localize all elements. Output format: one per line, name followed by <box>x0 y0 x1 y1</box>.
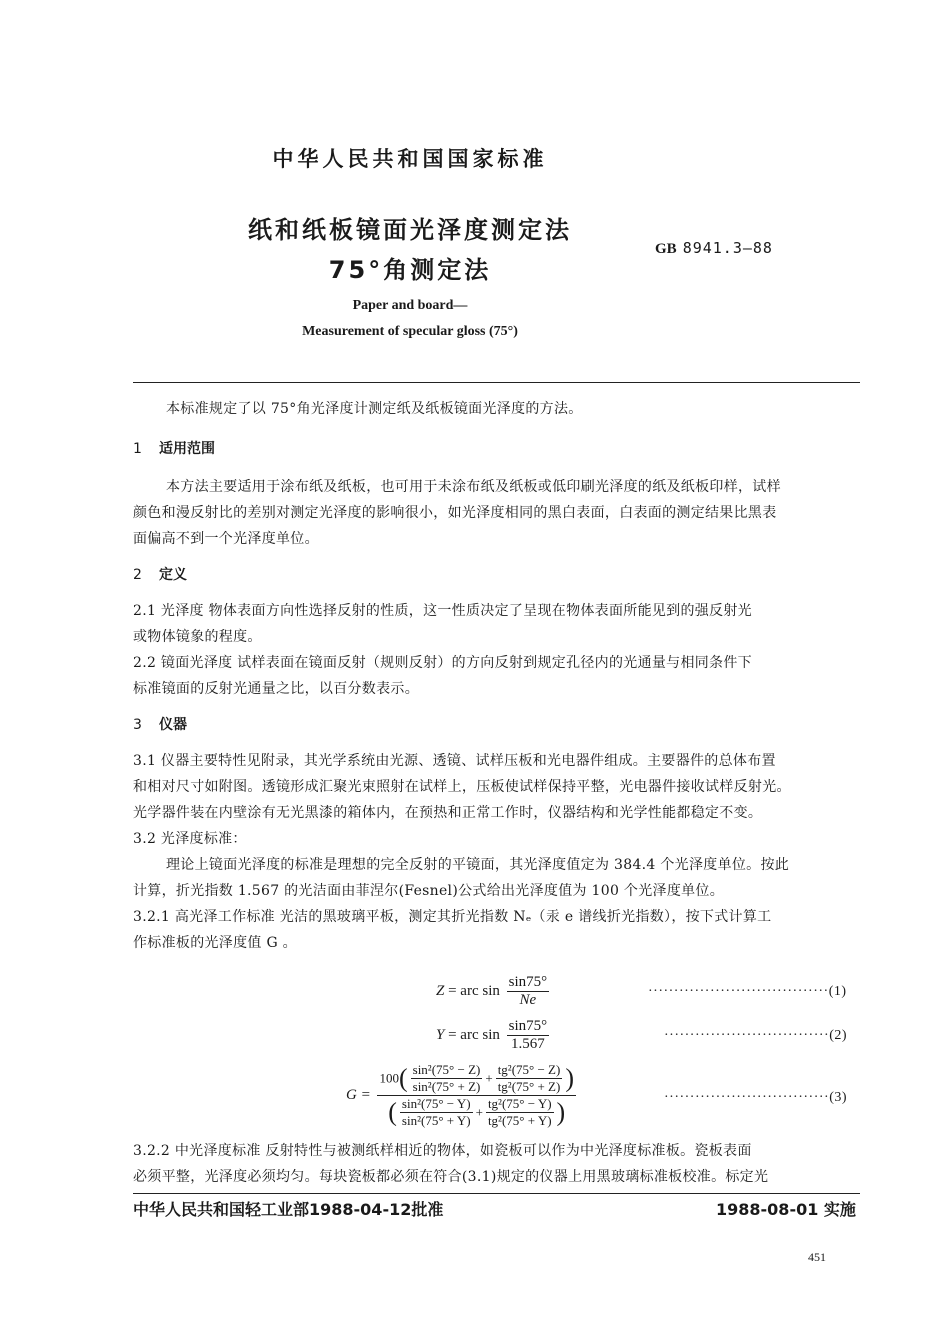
title-english-line1: Paper and board— <box>352 298 468 313</box>
header-divider <box>133 382 860 383</box>
formula-2-denominator: 1.567 <box>507 1035 550 1053</box>
section-1-number: 1 <box>133 441 142 457</box>
formula-3-term3-num: sin²(75° − Y) <box>401 1096 471 1111</box>
title-chinese-line2: 75°角测定法 <box>328 256 492 284</box>
section-3-line: 3.1 仪器主要特性见附录，其光学系统由光源、透镜、试样压板和光电器件组成。主要器件的总体布置 <box>133 753 776 769</box>
section-3-2-2-line: 必须平整，光泽度必须均匀。每块瓷板都必须在符合(3.1)规定的仪器上用黑玻璃标准板校准。标定光 <box>133 1169 769 1185</box>
formula-3-left-brace: ( <box>398 1063 408 1093</box>
formula-2-lhs: Y <box>436 1026 445 1043</box>
section-3-line: 和相对尺寸如附图。透镜形成汇聚光束照射在试样上，压板使试样保持平整，光电器件接收试样反射光。 <box>133 779 791 795</box>
page-number: 451 <box>808 1250 826 1264</box>
section-3-line: 3.2.1 高光泽工作标准 光洁的黑玻璃平板，测定其折光指数 Nₑ（汞 e 谱线折光指数），按下式计算工 <box>133 909 772 925</box>
section-3-line: 理论上镜面光泽度的标准是理想的完全反射的平镜面，其光泽度值定为 384.4 个光泽度单位。按此 <box>166 857 790 873</box>
section-3-2-2-line: 3.2.2 中光泽度标准 反射特性与被测纸样相近的物体，如瓷板可以作为中光泽度标准板。瓷板表面 <box>133 1143 752 1159</box>
formula-3-term3 <box>400 1096 473 1129</box>
formula-3-term2-num: tg²(75° − Z) <box>497 1062 561 1077</box>
formula-3-term1-den: sin²(75° + Z) <box>412 1079 481 1094</box>
formula-3-plus: + <box>485 1070 493 1086</box>
formula-3-coefficient: 100 <box>379 1070 399 1086</box>
formula-2-label: (2) <box>829 1028 848 1043</box>
formula-1-fraction <box>507 974 550 1009</box>
approval-line: 中华人民共和国轻工业部1988-04-12批准 <box>133 1200 444 1219</box>
formula-3-right-brace: ) <box>565 1063 574 1093</box>
section-3-line: 3.2 光泽度标准： <box>133 831 247 847</box>
formula-3 <box>346 1062 579 1129</box>
formula-3-term2-den: tg²(75° + Z) <box>497 1079 561 1094</box>
section-3-title: 仪器 <box>159 717 187 733</box>
section-3-line: 作标准板的光泽度值 G 。 <box>133 935 297 951</box>
formula-1-numerator: sin75° <box>508 974 548 990</box>
formula-1-lhs: Z <box>436 982 445 999</box>
formula-2-leader-dots: ································ <box>664 1028 830 1043</box>
formula-3-term2 <box>496 1062 563 1095</box>
standard-prefix: GB <box>655 241 677 257</box>
formula-3-lhs: G = <box>346 1087 371 1103</box>
formula-3-term1-num: sin²(75° − Z) <box>412 1062 481 1077</box>
section-2-title: 定义 <box>159 567 187 583</box>
formula-1-leader-dots: ··································· <box>648 984 829 999</box>
section-3-line: 光学器件装在内壁涂有无光黑漆的箱体内，在预热和正常工作时，仪器结构和光学性能都稳定不变。 <box>133 805 763 821</box>
section-2-line: 或物体镜象的程度。 <box>133 629 262 645</box>
section-3-number: 3 <box>133 717 142 733</box>
standard-number <box>655 239 773 258</box>
formula-2-fn: = arc sin <box>448 1026 500 1043</box>
section-2-line: 2.1 光泽度 物体表面方向性选择反射的性质，这一性质决定了呈现在物体表面所能见到的强反射光 <box>133 603 752 619</box>
formula-1-leader <box>648 984 847 1000</box>
formula-3-left-brace-2: ( <box>388 1097 397 1127</box>
formula-2-leader <box>664 1028 847 1044</box>
formula-2-numerator: sin75° <box>508 1018 548 1034</box>
formula-3-label: (3) <box>829 1090 848 1105</box>
formula-3-leader-dots: ································ <box>664 1090 830 1105</box>
section-1-title: 适用范围 <box>159 441 215 457</box>
section-1-heading <box>133 438 215 458</box>
formula-2-fraction <box>507 1018 550 1053</box>
title-chinese-line1: 纸和纸板镜面光泽度测定法 <box>248 216 572 244</box>
section-3-heading <box>133 714 187 734</box>
issuing-authority: 中华人民共和国国家标准 <box>272 147 548 171</box>
section-1-line: 颜色和漫反射比的差别对测定光泽度的影响很小，如光泽度相同的黑白表面，白表面的测定结果比黑表 <box>133 505 777 521</box>
formula-1-fn: = arc sin <box>448 982 500 999</box>
section-2-line: 标准镜面的反射光通量之比，以百分数表示。 <box>133 681 419 697</box>
formula-3-denominator <box>377 1095 576 1129</box>
formula-3-leader <box>664 1090 847 1106</box>
formula-1-label: (1) <box>828 984 847 999</box>
intro-paragraph: 本标准规定了以 75°角光泽度计测定纸及纸板镜面光泽度的方法。 <box>166 401 583 417</box>
section-2-number: 2 <box>133 567 142 583</box>
formula-3-term4 <box>486 1096 554 1129</box>
formula-3-main-fraction <box>377 1062 576 1129</box>
formula-3-numerator <box>377 1062 576 1095</box>
section-2-line: 2.2 镜面光泽度 试样表面在镜面反射（规则反射）的方向反射到规定孔径内的光通量与相同条件下 <box>133 655 752 671</box>
effective-date: 1988-08-01 实施 <box>716 1200 856 1219</box>
section-2-heading <box>133 564 187 584</box>
formula-1-denominator: Ne <box>507 991 550 1009</box>
standard-code: 8941.3—88 <box>682 239 773 257</box>
title-english-line2: Measurement of specular gloss (75°) <box>302 324 518 339</box>
formula-3-term3-den: sin²(75° + Y) <box>401 1113 471 1128</box>
footer-divider <box>133 1193 860 1194</box>
section-1-line: 本方法主要适用于涂布纸及纸板，也可用于未涂布纸及纸板或低印刷光泽度的纸及纸板印样，试样 <box>166 479 781 495</box>
formula-3-term4-num: tg²(75° − Y) <box>487 1096 552 1111</box>
formula-3-term1 <box>411 1062 483 1095</box>
formula-2 <box>436 1018 552 1053</box>
formula-3-right-brace-2: ) <box>556 1097 566 1127</box>
section-1-line: 面偏高不到一个光泽度单位。 <box>133 531 319 547</box>
formula-3-term4-den: tg²(75° + Y) <box>487 1113 552 1128</box>
section-3-line: 计算，折光指数 1.567 的光洁面由菲涅尔(Fesnel)公式给出光泽度值为 100 个光泽度单位。 <box>133 883 725 899</box>
formula-1 <box>436 974 552 1009</box>
formula-3-plus-2: + <box>475 1104 483 1120</box>
